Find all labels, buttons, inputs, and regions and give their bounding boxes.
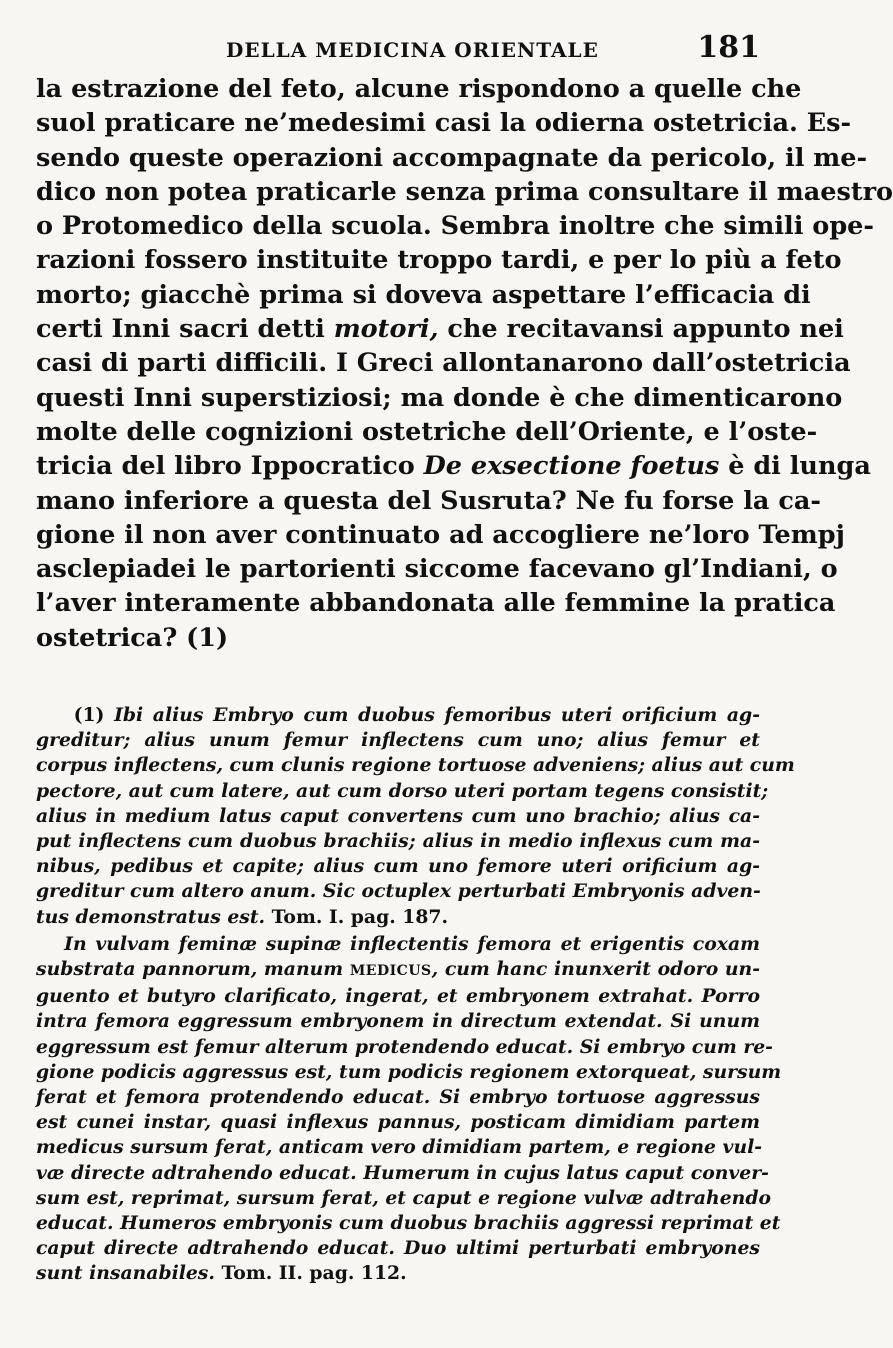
footnote-line: caput directe adtrahendo educat. Duo ultimi perturbati embryones	[36, 1237, 760, 1260]
text-line: questi Inni superstiziosi; ma donde è che dimenticarono	[36, 382, 843, 413]
footnote-line: nibus, pedibus et capite; alius cum uno femore uteri orificium ag-	[36, 855, 760, 878]
page-number: 181	[697, 30, 760, 65]
text-span: certi Inni sacri detti	[36, 314, 334, 345]
footnote-line	[36, 932, 760, 957]
footnote-line: gione podicis aggressus est, tum podicis regionem extorqueat, sursum	[36, 1060, 782, 1083]
main-text	[36, 72, 893, 655]
volume-reference: Tom. II. pag. 112.	[221, 1262, 407, 1285]
text-span: substrata pannorum, manum	[36, 958, 350, 981]
text-line	[36, 449, 871, 483]
text-span: è di lunga	[719, 451, 871, 482]
text-span: Ibi alius Embryo cum duobus femoribus uteri orificium ag-	[104, 704, 760, 726]
running-title: DELLA MEDICINA ORIENTALE	[226, 38, 599, 62]
text-span: , cum hanc inunxerit odoro un-	[431, 958, 760, 981]
text-line: mano inferiore a questa del Susruta? Ne fu forse la ca-	[36, 485, 821, 516]
footnote-line	[36, 1261, 760, 1286]
text-span: che recitavansi appunto nei	[438, 314, 844, 345]
page-header	[36, 30, 760, 70]
footnote-line: est cunei instar, quasi inflexus pannus, posticam dimidiam partem	[36, 1111, 760, 1134]
footnote-line: greditur; alius unum femur inflectens cum uno; alius femur et	[36, 729, 760, 752]
footnote-line: medicus sursum ferat, anticam vero dimidiam partem, e regione vul-	[36, 1136, 763, 1159]
text-line: casi di parti difficili. I Greci allontanarono dall’ostetricia	[36, 348, 851, 379]
footnote-line: guento et butyro clarificato, ingerat, et embryonem extrahat. Porro	[36, 985, 760, 1008]
text-line: morto; giacchè prima si doveva aspettare l’efficacia di	[36, 279, 811, 310]
main-paragraph	[36, 72, 893, 655]
text-span: sunt insanabiles.	[36, 1262, 222, 1285]
small-caps-medicus: MEDICUS	[349, 963, 432, 980]
text-line: o Protomedico della scuola. Sembra inoltre che simili ope-	[36, 211, 874, 242]
footnote-line: sum est, reprimat, sursum ferat, et caput e regione vulvæ adtrahendo	[36, 1186, 771, 1209]
italic-title-de-exsectione: De exsectione foetus	[423, 451, 720, 482]
italic-term-motori: motori,	[333, 314, 439, 345]
footnote-line: ferat et femora protendendo educat. Si embryo tortuose aggressus	[36, 1086, 760, 1109]
footnote-line: eggressum est femur alterum protendendo educat. Si embryo cum re-	[36, 1035, 773, 1058]
footnote-line: pectore, aut cum latere, aut cum dorso uteri portam tegens consistit;	[36, 779, 769, 802]
footnote-line: væ directe adtrahendo educat. Humerum in cujus latus caput conver-	[36, 1161, 769, 1184]
footnote-line: greditur cum altero anum. Sic octuplex perturbati Embryonis adven-	[36, 880, 761, 903]
footnote-line: alius in medium latus caput convertens cum uno brachio; alius ca-	[36, 804, 760, 827]
text-span: tricia del libro Ippocratico	[36, 451, 424, 482]
footnote-line: intra femora eggressum embryonem in directum extendat. Si unum	[36, 1010, 760, 1033]
footnote-paragraph-1	[36, 703, 795, 930]
text-span: In vulvam feminæ supinæ inflectentis femora et erigentis coxam	[64, 932, 760, 955]
volume-reference: Tom. I. pag. 187.	[271, 905, 449, 928]
text-line	[36, 312, 844, 346]
text-line: l’aver interamente abbandonata alle femmine la pratica	[36, 588, 836, 619]
footnote-line: corpus inflectens, cum clunis regione tortuose adveniens; alius aut cum	[36, 754, 795, 777]
footnote-line	[36, 905, 760, 930]
text-line: suol praticare ne’medesimi casi la odierna ostetricia. Es-	[36, 108, 852, 139]
text-line: sendo queste operazioni accompagnate da pericolo, il me-	[36, 142, 868, 173]
footnote-paragraph-2	[36, 932, 782, 1287]
footnote-line	[36, 957, 760, 984]
text-line: gione il non aver continuato ad accogliere ne’loro Tempj	[36, 519, 845, 550]
footnote-line	[36, 703, 760, 728]
footnote-marker: (1)	[73, 704, 105, 726]
footnote-line: put inflectens cum duobus brachiis; alius in medio inflexus cum ma-	[36, 830, 760, 853]
footnote-line: educat. Humeros embryonis cum duobus brachiis aggressi reprimat et	[36, 1212, 781, 1235]
text-line: ostetrica? (1)	[36, 622, 229, 653]
footnote	[36, 703, 795, 1287]
text-span: tus demonstratus est.	[36, 905, 272, 928]
text-line: la estrazione del feto, alcune rispondono a quelle che	[36, 74, 802, 104]
text-line: razioni fossero instituite troppo tardi, e per lo più a feto	[36, 245, 842, 276]
text-line: asclepiadei le partorienti siccome facevano gl’Indiani, o	[36, 554, 838, 585]
text-line: dico non potea praticarle senza prima consultare il maestro	[36, 176, 893, 207]
text-line: molte delle cognizioni ostetriche dell’Oriente, e l’oste-	[36, 416, 818, 447]
